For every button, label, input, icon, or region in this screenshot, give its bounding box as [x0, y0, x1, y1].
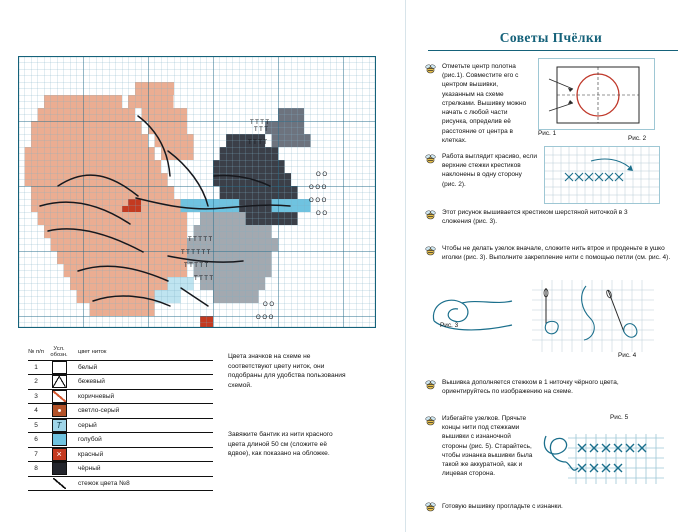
legend-number: 6	[34, 436, 38, 444]
svg-text:T T T: T T T	[254, 127, 268, 133]
tips-column	[412, 0, 690, 532]
legend-color-name: белый	[78, 363, 98, 371]
legend-symbol-cross	[44, 447, 74, 462]
title-rule	[428, 50, 678, 51]
figure-1-label: Рис. 1	[538, 130, 557, 137]
legend-color-name: коричневый	[78, 392, 115, 400]
figure-3-label: Рис. 3	[440, 322, 459, 329]
legend-color-name: чёрный	[78, 465, 101, 473]
chart-grid	[18, 56, 376, 328]
bee-icon	[424, 414, 437, 427]
figure-4-label: Рис. 4	[618, 352, 637, 359]
svg-text:O O O: O O O	[309, 198, 327, 204]
svg-text:O O: O O	[316, 172, 328, 178]
legend-number: 4	[34, 407, 38, 415]
tip-2-text: Работа выглядит красиво, если верхние стежки крестиков наклонены в одну сторону (рис. 2).	[442, 153, 537, 188]
bee-icon	[424, 152, 437, 165]
legend-color-name: светло-серый	[78, 407, 120, 415]
table-row	[28, 462, 213, 477]
legend-symbol-slash	[44, 389, 74, 404]
svg-text:O O O: O O O	[256, 315, 274, 321]
legend-number: 3	[34, 392, 38, 400]
legend-number: 2	[34, 378, 38, 386]
svg-text:T T T T T: T T T T T	[184, 263, 209, 269]
table-row	[28, 476, 213, 491]
legend-symbol-blue	[44, 433, 74, 448]
svg-text:O O: O O	[263, 302, 275, 308]
svg-text:O O: O O	[316, 211, 328, 217]
legend-color-name: серый	[78, 421, 97, 429]
svg-text:T T T T: T T T T	[250, 120, 270, 126]
column-divider	[405, 0, 406, 532]
legend-color-name: стежок цвета №8	[78, 479, 130, 487]
table-row	[28, 404, 213, 419]
legend-symbol-t	[44, 418, 74, 433]
cross-stitch-chart	[18, 56, 376, 328]
note-symbol-colors: Цвета значков на схеме не соответствуют цвету ниток, они подобраны для удобства пользования схемой.	[228, 353, 346, 389]
legend-symbol-stitch	[44, 476, 74, 491]
bee-icon	[424, 208, 437, 221]
legend-table	[28, 345, 213, 491]
table-row	[28, 447, 213, 462]
tip-3-text: Этот рисунок вышивается крестиком шерстяной ниточкой в 3 сложения (рис. 3).	[442, 209, 628, 226]
table-row	[28, 433, 213, 448]
tip-1-text: Отметьте центр полотна (рис.1). Совместите его с центром вышивки, указанным на схеме стрелками. Вышивку можно начать с любой части рисунка, определив её расстояние от центра в клетках.	[442, 63, 527, 144]
legend-symbol-black	[44, 462, 74, 477]
note-bow: Завяжите бантик из нити красного цвета длиной 50 см (сложите её вдвое), как показано на обложке.	[228, 431, 333, 458]
legend-number	[28, 476, 44, 491]
bee-icon	[424, 500, 437, 513]
figure-2	[544, 146, 660, 204]
table-row	[28, 389, 213, 404]
table-row	[28, 375, 213, 390]
tip-6-text: Избегайте узелков. Прячьте концы нити под стежками вышивки с изнаночной стороны (рис. 5). Старайтесь, чтобы изнанка вышивки была такой же аккуратной, как и лицевая сторона.	[442, 415, 533, 478]
figure-5	[538, 428, 668, 490]
legend-number: 1	[34, 363, 38, 371]
tip-7-text: Готовую вышивку прогладьте с изнанки.	[442, 503, 563, 510]
page-title: Советы Пчёлки	[499, 30, 603, 45]
legend-color-name: бежевый	[78, 378, 105, 386]
legend-symbol-blank	[44, 360, 74, 375]
legend-header-color: цвет ниток	[78, 348, 107, 355]
svg-text:T T T T: T T T T	[248, 140, 268, 146]
legend-color-name: голубой	[78, 436, 102, 444]
svg-text:T T T T T: T T T T T	[188, 237, 213, 243]
legend-number: 8	[34, 465, 38, 473]
svg-text:T T T T: T T T T	[194, 276, 214, 282]
tip-4-text: Чтобы не делать узелок вначале, сложите нить втрое и проденьте в ушко иголки (рис. 3). Выполните закрепление нити с помощью петли (см. рис. 4).	[442, 245, 671, 262]
figure-1	[538, 58, 655, 130]
tip-5-text: Вышивка дополняется стежком в 1 ниточку чёрного цвета, ориентируйтесь по изображению на схеме.	[442, 379, 619, 396]
bee-icon	[424, 378, 437, 391]
legend-symbol-v	[44, 375, 74, 390]
bee-icon	[424, 62, 437, 75]
bee-icon	[424, 244, 437, 257]
figure-3	[426, 285, 526, 341]
legend-number: 7	[34, 450, 38, 458]
figure-5-label: Рис. 5	[610, 414, 629, 421]
table-row	[28, 360, 213, 375]
figure-2-label: Рис. 2	[628, 135, 647, 142]
legend-header-symbol: Усл. обозн.	[50, 345, 68, 358]
figure-4	[532, 280, 654, 352]
svg-text:T T T T T T: T T T T T T	[181, 250, 211, 256]
svg-text:O O O: O O O	[309, 185, 327, 191]
legend-header-number: № п/п	[28, 348, 44, 355]
legend-color-name: красный	[78, 450, 104, 458]
legend-number: 5	[34, 421, 38, 429]
legend-symbol-dot	[44, 404, 74, 419]
table-row	[28, 418, 213, 433]
